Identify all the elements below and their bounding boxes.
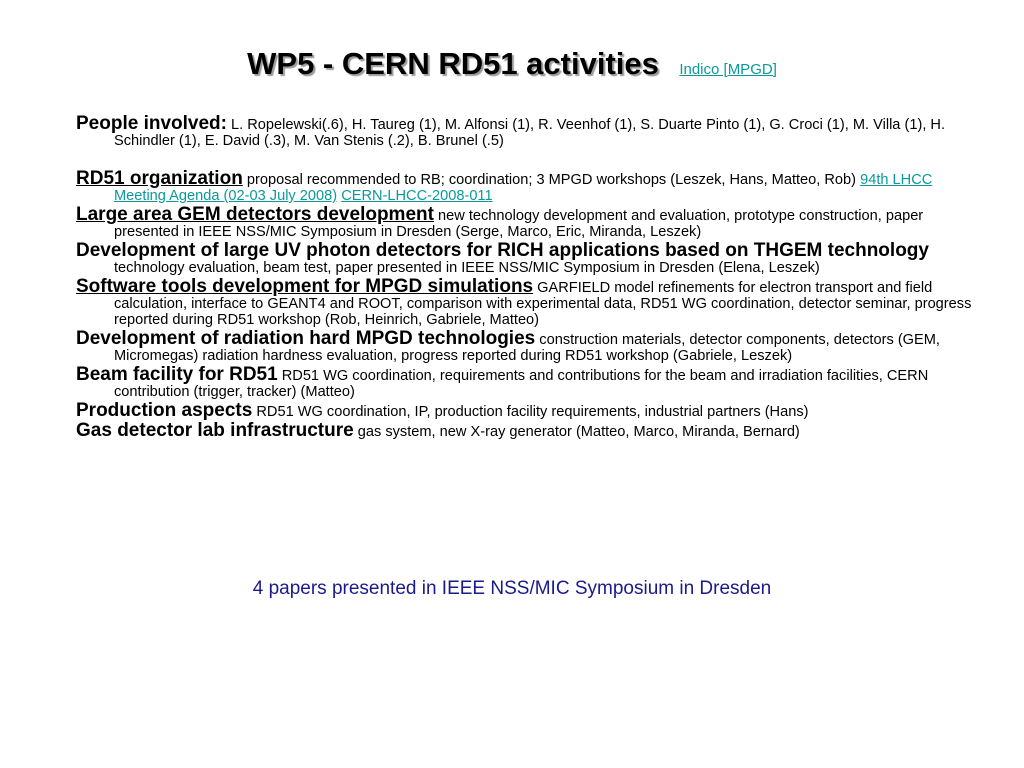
- item-heading: Development of radiation hard MPGD technologies: [76, 328, 536, 349]
- item-text: technology evaluation, beam test, paper presented in IEEE NSS/MIC Symposium in Dresden (Elena, Leszek): [114, 260, 820, 276]
- item-heading: Development of large UV photon detectors for RICH applications based on THGEM technology: [76, 240, 929, 261]
- item-text: GARFIELD model refinements for electron transport and field calculation, interface to GEANT4 and ROOT, comparison with experimental data, RD51 WG coordination, detector seminar, progress reported during RD51 workshop (Rob, Heinrich, Gabriele, Matteo): [114, 280, 972, 328]
- lhcc-document-link[interactable]: CERN-LHCC-2008-011: [341, 188, 493, 204]
- item-text: gas system, new X-ray generator (Matteo, Marco, Miranda, Bernard): [353, 424, 800, 440]
- item-heading: Production aspects: [76, 400, 253, 421]
- list-item-gas-detector-lab: [76, 420, 976, 441]
- page-title: WP5 - CERN RD51 activities: [247, 46, 659, 81]
- item-text: L. Ropelewski(.6), H. Taureg (1), M. Alfonsi (1), R. Veenhof (1), S. Duarte Pinto (1), G. Croci (1), M. Villa (1), H. Schindler (1), E. David (.3), M. Van Stenis (.2), B. Brunel (.5): [114, 117, 946, 149]
- list-item-production-aspects: [76, 400, 976, 421]
- title-row: [0, 46, 1024, 82]
- list-item-large-area-gem: [76, 204, 976, 240]
- item-heading: Software tools development for MPGD simulations: [76, 276, 534, 297]
- item-heading: People involved:: [76, 113, 227, 134]
- item-text: new technology development and evaluation, prototype construction, paper presented in IEEE NSS/MIC Symposium in Dresden (Serge, Marco, Eric, Miranda, Leszek): [114, 208, 924, 240]
- item-text: RD51 WG coordination, requirements and contributions for the beam and irradiation facilities, CERN contribution (trigger, tracker) (Matteo): [114, 368, 929, 400]
- item-text: RD51 WG coordination, IP, production facility requirements, industrial partners (Hans): [252, 404, 809, 420]
- item-heading: Gas detector lab infrastructure: [76, 420, 354, 441]
- list-item-beam-facility: [76, 364, 976, 400]
- footer-note: 4 papers presented in IEEE NSS/MIC Symposium in Dresden: [252, 578, 772, 599]
- item-heading: RD51 organization: [76, 168, 243, 189]
- list-item-uv-photon-detectors: [76, 240, 976, 276]
- activity-list: [76, 113, 976, 441]
- lhcc-agenda-link[interactable]: 94th LHCC Meeting Agenda (02-03 July 2008): [114, 172, 933, 204]
- list-item-radiation-hard: [76, 328, 976, 364]
- list-item-software-tools: [76, 276, 976, 328]
- list-item-people: [76, 113, 976, 149]
- item-heading: Large area GEM detectors development: [76, 204, 434, 225]
- indico-link[interactable]: Indico [MPGD]: [679, 61, 777, 78]
- item-text: proposal recommended to RB; coordination; 3 MPGD workshops (Leszek, Hans, Matteo, Rob): [242, 172, 861, 188]
- item-heading: Beam facility for RD51: [76, 364, 278, 385]
- list-item-rd51-organization: [76, 168, 976, 204]
- item-text: construction materials, detector components, detectors (GEM, Micromegas) radiation hardness evaluation, progress reported during RD51 workshop (Gabriele, Leszek): [114, 332, 940, 364]
